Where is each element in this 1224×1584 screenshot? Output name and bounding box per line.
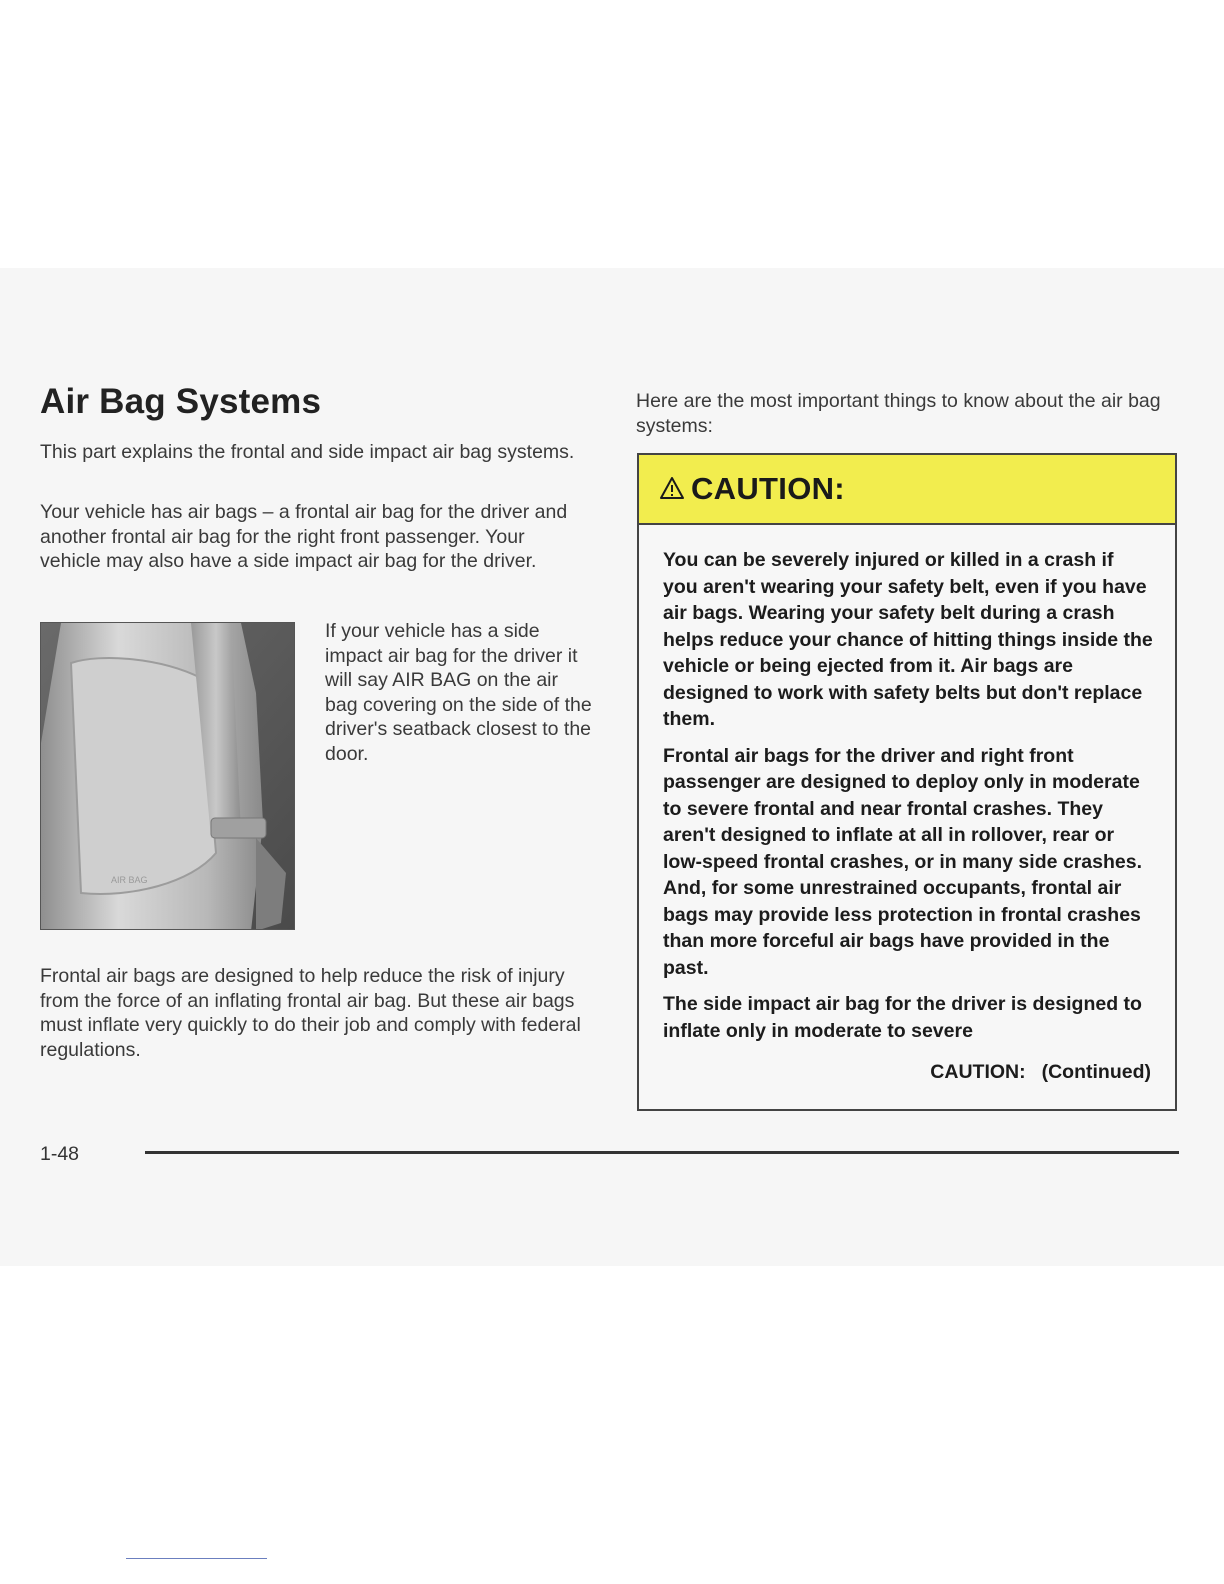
bottom-divider: [126, 1558, 267, 1559]
page-number: 1-48: [40, 1143, 80, 1165]
page-title: Air Bag Systems: [40, 382, 322, 421]
caution-paragraph: You can be severely injured or killed in a crash if you aren't wearing your safety belt, even if you have air bags. Wearing your safety belt during a crash helps reduce your chance of hitting things inside the vehicle or being ejected from it. Air bags are designed to work with safety belts but don't replace them.: [663, 549, 1153, 730]
caution-title: CAUTION:: [691, 471, 845, 506]
warning-triangle-icon: [659, 476, 685, 500]
caution-paragraph: The side impact air bag for the driver is designed to inflate only in moderate to severe: [663, 993, 1142, 1042]
frontal-paragraph: Frontal air bags are designed to help reduce the risk of injury from the force of an inflating frontal air bag. But these air bags must inflate very quickly to do their job and comply with federal regulations.: [40, 965, 581, 1061]
caution-continued-label: CAUTION:: [930, 1061, 1026, 1083]
footer-rule: [145, 1151, 1179, 1154]
side-impact-paragraph: If your vehicle has a side impact air bag for the driver it will say AIR BAG on the air bag covering on the side of the driver's seatback closest to the door.: [325, 620, 592, 765]
caution-continued-suffix: (Continued): [1041, 1061, 1151, 1083]
caution-continued: [930, 1061, 1151, 1084]
photo-airbag-label: AIR BAG: [111, 875, 148, 885]
caution-box: [637, 453, 1177, 1111]
caution-body: [639, 525, 1175, 1044]
intro-paragraph: This part explains the frontal and side impact air bag systems.: [40, 441, 575, 463]
caution-paragraph: Frontal air bags for the driver and right front passenger are designed to deploy only in moderate to severe frontal and near frontal crashes. They aren't designed to inflate at all in rollover, rear or low-speed frontal crashes, or in many side crashes. And, for some unrestrained occupants, frontal air bags may provide less protection in frontal crashes than more forceful air bags have provided in the past.: [663, 744, 1143, 979]
air-bags-paragraph: Your vehicle has air bags – a frontal air bag for the driver and another frontal air bag for the right front passenger. Your vehicle may also have a side impact air bag for the driver.: [40, 501, 568, 572]
caution-header: [639, 455, 1175, 525]
seatback-airbag-photo: [40, 622, 295, 930]
right-intro-paragraph: Here are the most important things to know about the air bag systems:: [636, 390, 1161, 437]
